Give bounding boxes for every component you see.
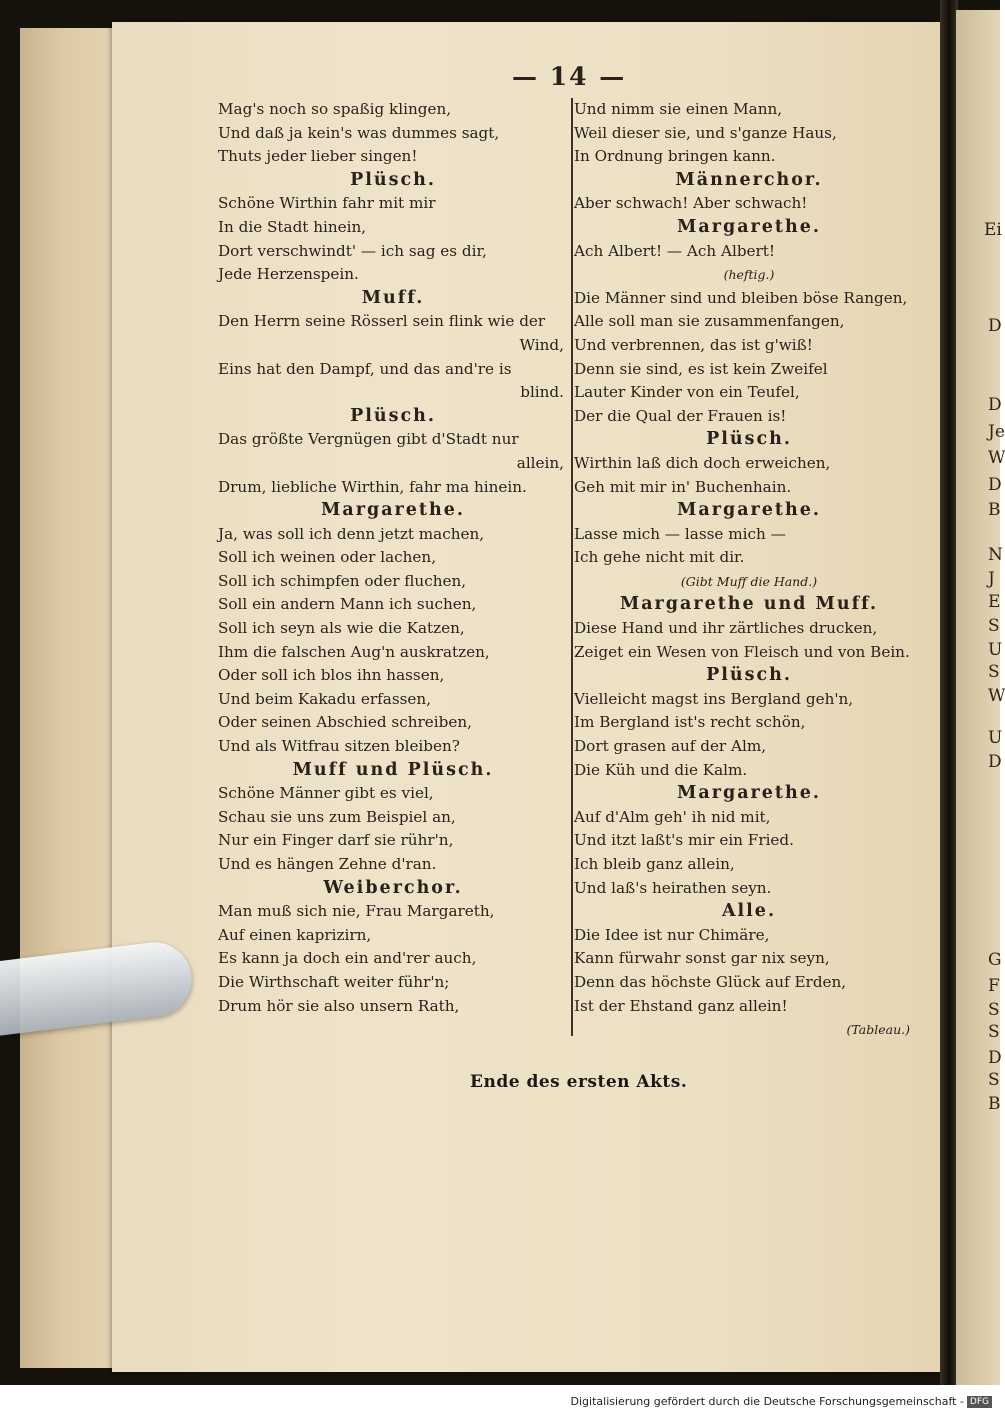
verse-line: Den Herrn seine Rösserl sein flink wie der	[218, 312, 546, 331]
verse-line: Und laß's heirathen seyn.	[574, 878, 772, 897]
verse-line: Soll ich schimpfen oder fluchen,	[218, 571, 467, 590]
verse-line: Zeiget ein Wesen von Fleisch und von Bein.	[574, 642, 910, 661]
next-page-fragment: J	[988, 569, 995, 589]
verse-line: Und nimm sie einen Mann,	[574, 100, 783, 118]
left-column	[218, 98, 568, 1018]
stage-direction: (Gibt Muff die Hand.)	[680, 573, 818, 589]
verse-line-continuation: Wind,	[519, 335, 564, 354]
verse-line: Denn das höchste Glück auf Erden,	[574, 972, 847, 991]
verse-line: Nur ein Finger darf sie rühr'n,	[218, 831, 454, 850]
next-page-fragment: D	[988, 475, 1002, 495]
next-page-fragment: S	[988, 1000, 1000, 1020]
verse-line: Auf d'Alm geh' ih nid mit,	[574, 807, 771, 826]
verse-line: Wirthin laß dich doch erweichen,	[574, 453, 831, 472]
verse-line: Eins hat den Dampf, und das and're is	[218, 359, 512, 378]
speaker-name: Plüsch.	[350, 405, 436, 426]
dfg-logo-icon: DFG	[967, 1396, 992, 1408]
verse-line: Die Idee ist nur Chimäre,	[574, 925, 770, 944]
verse-line: Ihm die falschen Aug'n auskratzen,	[218, 642, 490, 661]
verse-line: Jede Herzenspein.	[218, 265, 359, 284]
speaker-name: Plüsch.	[706, 665, 792, 686]
verse-line: Oder seinen Abschied schreiben,	[218, 713, 472, 732]
verse-line: Die Wirthschaft weiter führ'n;	[218, 972, 450, 991]
verse-line: Und es hängen Zehne d'ran.	[218, 855, 437, 873]
verse-line: Denn sie sind, es ist kein Zweifel	[574, 359, 828, 378]
verse-line: Soll ein andern Mann ich suchen,	[218, 595, 477, 614]
verse-line: Mag's noch so spaßig klingen,	[218, 100, 452, 118]
next-page-fragment: S	[988, 1022, 1000, 1042]
speaker-name: Margarethe.	[321, 500, 465, 521]
verse-line: Vielleicht magst ins Bergland geh'n,	[574, 689, 854, 708]
next-page-fragment: G	[988, 950, 1002, 970]
verse-line: Kann fürwahr sonst gar nix seyn,	[574, 949, 830, 968]
speaker-name: Margarethe.	[677, 500, 821, 521]
verse-line: Ich gehe nicht mit dir.	[574, 548, 745, 567]
next-page-fragment: Je	[988, 422, 1005, 442]
speaker-name: Alle.	[721, 901, 777, 922]
speaker-name: Plüsch.	[706, 429, 792, 450]
next-page-fragment: D	[988, 395, 1002, 415]
speaker-name: Margarethe.	[677, 216, 821, 237]
speaker-name: Männerchor.	[675, 169, 823, 190]
verse-line: Im Bergland ist's recht schön,	[574, 713, 806, 732]
next-page-fragment: B	[988, 500, 1001, 520]
verse-line: Alle soll man sie zusammenfangen,	[574, 312, 845, 331]
page-number: — 14 —	[512, 62, 627, 91]
verse-line: Schöne Männer gibt es viel,	[218, 784, 434, 803]
next-page-fragment: S	[988, 1070, 1000, 1090]
next-page-edge	[956, 10, 1005, 1385]
verse-line-continuation: allein,	[516, 453, 564, 472]
verse-line: Diese Hand und ihr zärtliches drucken,	[574, 619, 878, 638]
verse-line: Und als Witfrau sitzen bleiben?	[218, 737, 460, 756]
verse-line: Drum hör sie also unsern Rath,	[218, 996, 460, 1015]
speaker-name: Plüsch.	[350, 169, 436, 190]
verse-line: Lasse mich — lasse mich —	[574, 524, 786, 543]
verse-line: Und beim Kakadu erfassen,	[218, 689, 432, 708]
next-page-fragment: F	[988, 976, 1000, 996]
act-end-heading: Ende des ersten Akts.	[470, 1072, 688, 1092]
verse-line: Weil dieser sie, und s'ganze Haus,	[574, 123, 837, 142]
verse-line: Dort grasen auf der Alm,	[574, 737, 767, 756]
verse-line: Lauter Kinder von ein Teufel,	[574, 383, 800, 402]
verse-line: Man muß sich nie, Frau Margareth,	[218, 902, 495, 921]
page-stack-edge	[20, 28, 120, 1368]
next-page-fragment: B	[988, 1094, 1001, 1114]
verse-line-continuation: blind.	[520, 383, 564, 402]
digitization-credit	[571, 1395, 992, 1408]
next-page-fragment: D	[988, 316, 1002, 336]
next-page-fragment: S	[988, 616, 1000, 636]
stage-direction: (heftig.)	[723, 267, 775, 283]
next-page-fragment: D	[988, 1048, 1002, 1068]
speaker-name: Margarethe.	[677, 783, 821, 804]
verse-line: Das größte Vergnügen gibt d'Stadt nur	[218, 430, 519, 449]
verse-line: Der die Qual der Frauen is!	[574, 406, 787, 425]
stage-direction: (Tableau.)	[846, 1022, 910, 1038]
next-page-fragment: W	[988, 686, 1005, 706]
verse-line: Schöne Wirthin fahr mit mir	[218, 194, 436, 213]
speaker-name: Margarethe und Muff.	[619, 594, 879, 615]
speaker-name: Muff.	[361, 287, 425, 308]
verse-line: Es kann ja doch ein and'rer auch,	[218, 949, 477, 968]
next-page-fragment: U	[988, 728, 1003, 748]
verse-line: Ich bleib ganz allein,	[574, 855, 735, 873]
verse-line: Thuts jeder lieber singen!	[218, 147, 418, 166]
next-page-fragment: E	[988, 592, 1001, 612]
next-page-fragment: Ei	[984, 220, 1002, 240]
verse-line: Ja, was soll ich denn jetzt machen,	[218, 524, 485, 543]
column-divider	[571, 98, 573, 1036]
verse-line: In Ordnung bringen kann.	[574, 147, 776, 166]
next-page-fragment: S	[988, 662, 1000, 682]
verse-line: Und verbrennen, das ist g'wiß!	[574, 335, 813, 354]
verse-line: In die Stadt hinein,	[218, 217, 367, 236]
next-page-fragment: W	[988, 448, 1005, 468]
speaker-name: Muff und Plüsch.	[292, 759, 494, 780]
verse-line: Die Männer sind und bleiben böse Rangen,	[574, 288, 908, 307]
verse-line: Soll ich seyn als wie die Katzen,	[218, 619, 465, 638]
verse-line: Ach Albert! — Ach Albert!	[574, 241, 776, 260]
verse-line: Die Küh und die Kalm.	[574, 760, 748, 779]
verse-line: Ist der Ehstand ganz allein!	[574, 996, 788, 1015]
verse-line: Dort verschwindt' — ich sag es dir,	[218, 241, 487, 260]
right-column	[574, 98, 924, 1042]
credit-text: Digitalisierung gefördert durch die Deutsche Forschungsgemeinschaft -	[570, 1395, 964, 1408]
verse-line: Auf einen kaprizirn,	[218, 925, 372, 944]
verse-line: Aber schwach! Aber schwach!	[574, 194, 808, 213]
next-page-fragment: N	[988, 545, 1003, 565]
verse-line: Drum, liebliche Wirthin, fahr ma hinein.	[218, 477, 527, 496]
next-page-fragment: U	[988, 640, 1003, 660]
next-page-fragment: D	[988, 752, 1002, 772]
verse-line: Und itzt laßt's mir ein Fried.	[574, 831, 794, 850]
verse-line: Schau sie uns zum Beispiel an,	[218, 807, 456, 826]
verse-line: Und daß ja kein's was dummes sagt,	[218, 123, 500, 142]
verse-line: Oder soll ich blos ihn hassen,	[218, 666, 445, 685]
speaker-name: Weiberchor.	[323, 877, 463, 898]
verse-line: Geh mit mir in' Buchenhain.	[574, 477, 792, 496]
verse-line: Soll ich weinen oder lachen,	[218, 548, 437, 567]
